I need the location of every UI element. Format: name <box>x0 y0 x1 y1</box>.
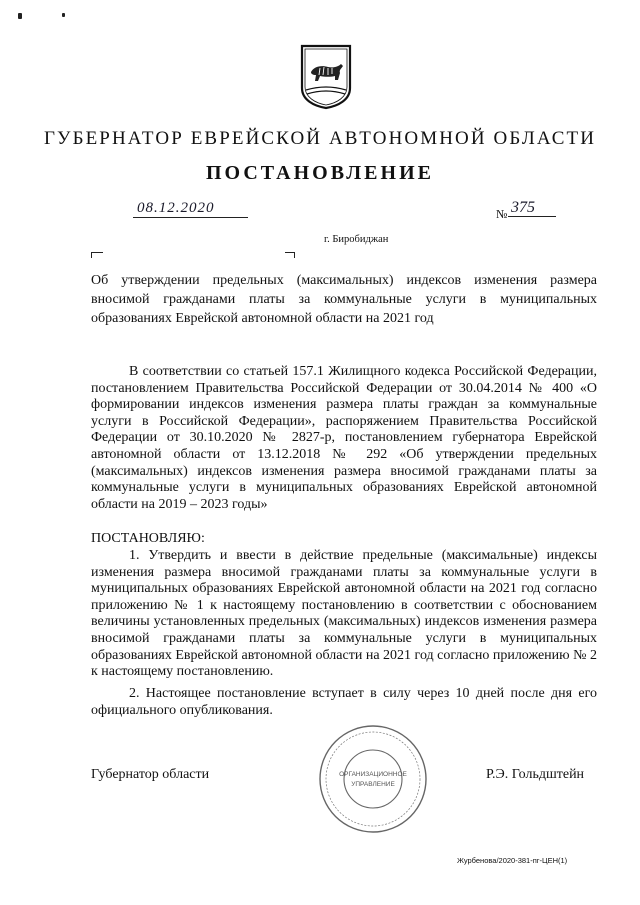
stamp-text-line1: ОРГАНИЗАЦИОННОЕ <box>339 771 407 778</box>
item-1-paragraph: 1. Утвердить и ввести в действие предельные (максимальные) индексы изменения размера вносимой гражданами платы за коммунальные услуги в муниципальных образованиях Еврейской автономной области на 2021 год согласно приложению № 1 к настоящему постановлению в соответствии с обоснованием величины установленных предельных (максимальных) индексов изменения размера вносимой гражданами платы за коммунальные услуги в муниципальных образованиях Еврейской автономной области на 2021 год согласно приложению № 2 к настоящему постановлению. <box>91 548 597 680</box>
document-subject: Об утверждении предельных (максимальных) индексов изменения размера вносимой гражданами платы за коммунальные услуги в муниципальных образованиях Еврейской автономной области на 2021 год <box>91 273 597 326</box>
signatory-position: Губернатор области <box>91 767 210 782</box>
document-number: 375 <box>511 199 535 216</box>
scan-mark <box>18 13 22 19</box>
number-label: № <box>496 207 508 221</box>
corner-mark <box>91 252 103 253</box>
date-underline <box>133 217 248 218</box>
stamp-text-line2: УПРАВЛЕНИЕ <box>351 781 395 788</box>
scan-mark <box>62 13 65 17</box>
coat-of-arms-icon <box>298 42 354 110</box>
document-type: ПОСТАНОВЛЕНИЕ <box>206 162 434 184</box>
corner-mark <box>91 252 92 258</box>
official-stamp-icon <box>317 723 429 835</box>
document-date: 08.12.2020 <box>137 200 215 216</box>
decree-word: ПОСТАНОВЛЯЮ: <box>91 531 205 546</box>
item-2-paragraph: 2. Настоящее постановление вступает в силу через 10 дней после дня его официального опубликования. <box>91 686 597 718</box>
preamble-paragraph: В соответствии со статьей 157.1 Жилищного кодекса Российской Федерации, постановлением Правительства Российской Федерации от 30.04.2014 № 400 «О формировании индексов изменения размера платы граждан за коммунальные услуги в Российской Федерации», распоряжением Правительства Российской Федерации от 30.10.2020 № 2827-р, постановлением губернатора Еврейской автономной области от 13.12.2018 № 292 «Об утверждении предельных (максимальных) индексов изменения размера вносимой гражданами платы за коммунальные услуги в муниципальных образованиях Еврейской автономной области на 2019 – 2023 годы» <box>91 364 597 512</box>
city: г. Биробиджан <box>324 234 389 245</box>
number-underline <box>508 216 556 217</box>
issuing-authority: ГУБЕРНАТОР ЕВРЕЙСКОЙ АВТОНОМНОЙ ОБЛАСТИ <box>43 128 597 149</box>
signatory-name: Р.Э. Гольдштейн <box>486 767 585 782</box>
corner-mark <box>294 252 295 258</box>
footer-reference: Журбенова/2020-381-пг-ЦЕН(1) <box>457 856 568 865</box>
